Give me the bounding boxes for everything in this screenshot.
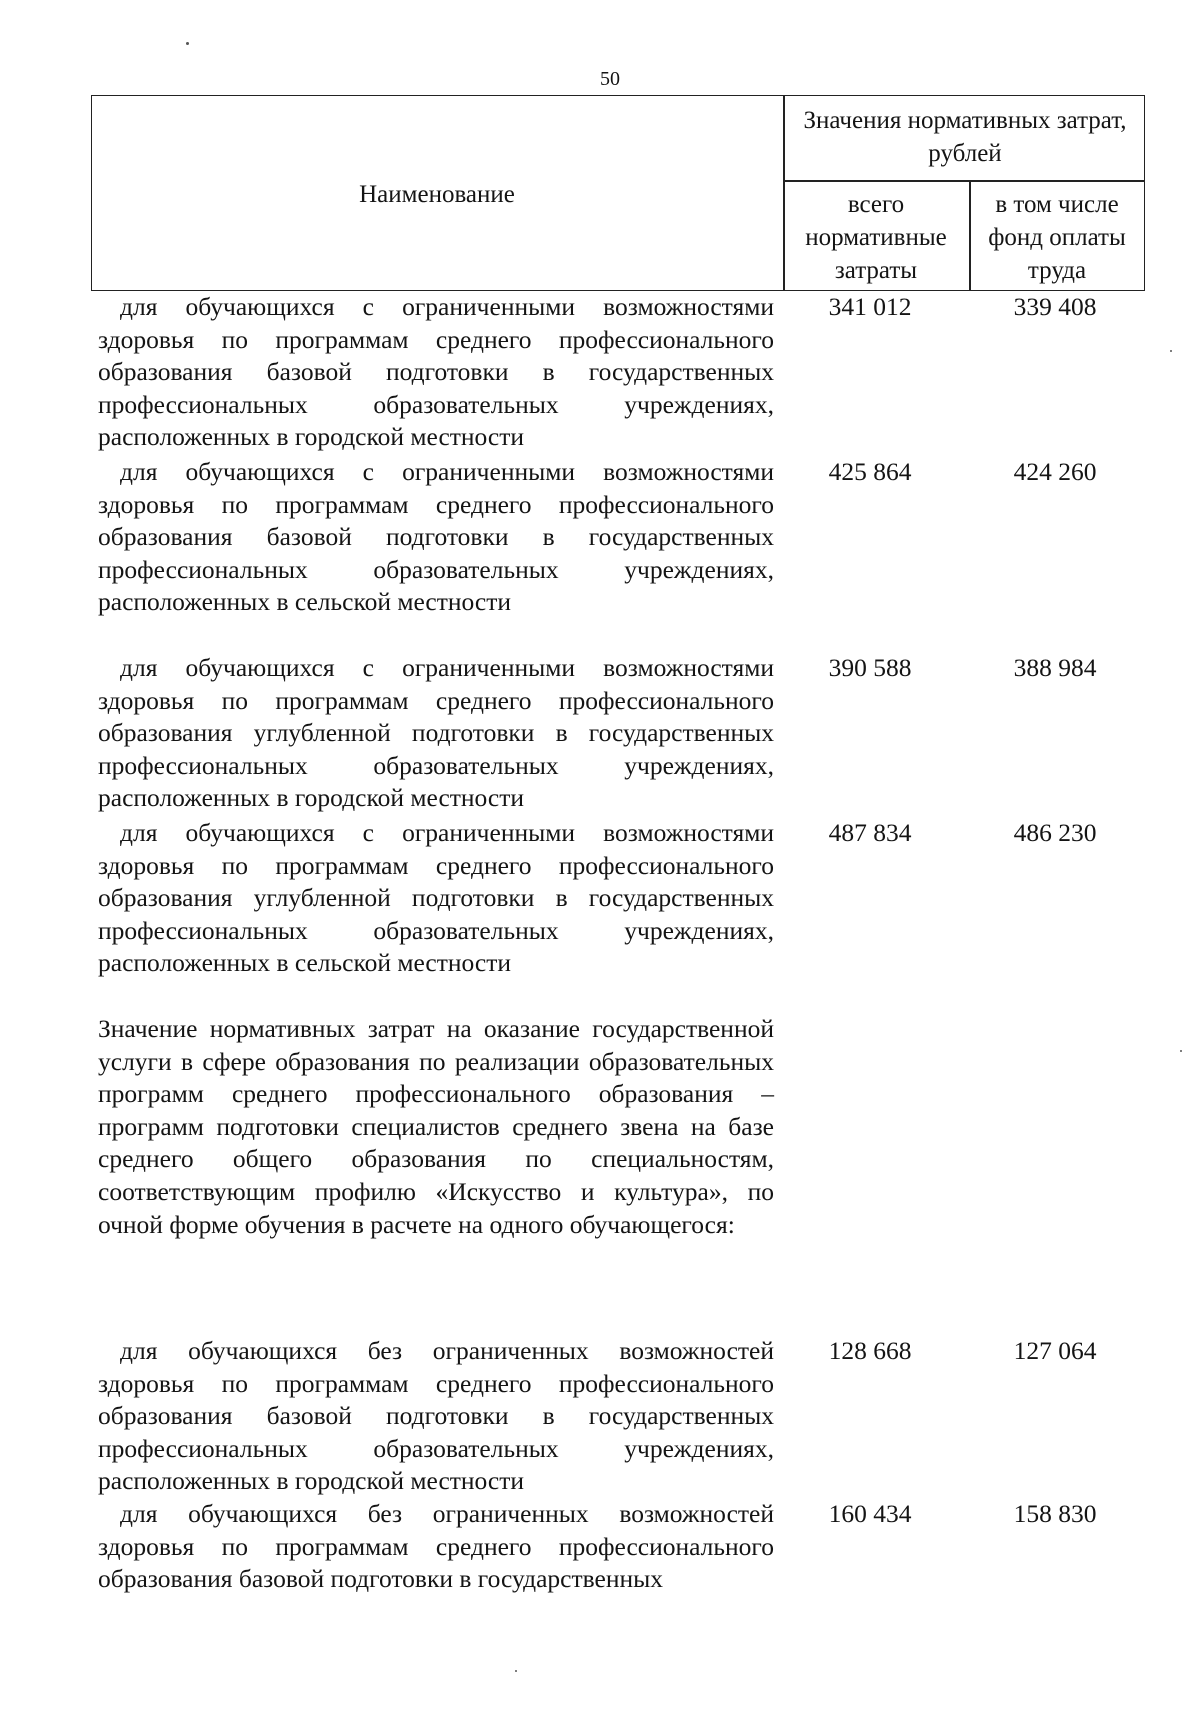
scan-speck [1180, 1050, 1182, 1052]
header-name-column: Наименование [359, 181, 515, 208]
row-description: для обучающихся с ограниченными возможностями здоровья по программам среднего профессионального образования базовой подготовки в государственных профессиональных образовательных учреждениях, расположенных в городской местности [98, 292, 774, 452]
header-wage-column: в том числе фонд оплаты труда [988, 191, 1126, 284]
scan-speck [515, 1670, 517, 1672]
header-divider [783, 180, 1145, 182]
row-wage-value: 424 260 [1013, 457, 1097, 486]
row-wage-value: 486 230 [1013, 818, 1097, 847]
row-total-value: 128 668 [828, 1336, 912, 1365]
row-wage-value: 158 830 [1013, 1499, 1097, 1528]
row-wage-value: 388 984 [1013, 653, 1097, 682]
row-description: для обучающихся с ограниченными возможностями здоровья по программам среднего профессионального образования углубленной подготовки в государственных профессиональных образовательных учреждениях, расположенных в городской местности [98, 653, 774, 813]
row-description: для обучающихся без ограниченных возможностей здоровья по программам среднего профессионального образования базовой подготовки в государственных профессиональных образовательных учреждениях, расположенных в городской местности [98, 1336, 774, 1496]
row-total-value: 390 588 [828, 653, 912, 682]
row-total-value: 341 012 [828, 292, 912, 321]
row-wage-value: 339 408 [1013, 292, 1097, 321]
header-total-column: всего нормативные затраты [805, 191, 947, 284]
header-values-group: Значения нормативных затрат, рублей [803, 107, 1127, 167]
row-total-value: 487 834 [828, 818, 912, 847]
page-number: 50 [600, 68, 620, 90]
row-description: для обучающихся с ограниченными возможностями здоровья по программам среднего профессионального образования базовой подготовки в государственных профессиональных образовательных учреждениях, расположенных в сельской местности [98, 457, 774, 617]
scan-speck [1170, 350, 1172, 352]
row-description: для обучающихся с ограниченными возможностями здоровья по программам среднего профессионального образования углубленной подготовки в государственных профессиональных образовательных учреждениях, расположенных в сельской местности [98, 818, 774, 978]
row-description: для обучающихся без ограниченных возможностей здоровья по программам среднего профессионального образования базовой подготовки в государственных [98, 1499, 774, 1594]
row-total-value: 425 864 [828, 457, 912, 486]
row-total-value: 160 434 [828, 1499, 912, 1528]
scan-speck [186, 42, 189, 45]
section-description: Значение нормативных затрат на оказание государственной услуги в сфере образования по реализации образовательных программ среднего профессионального образования – программ подготовки специалистов среднего звена на базе среднего общего образования по специальностям, соответствующим профилю «Искусство и культура», по очной форме обучения в расчете на одного обучающегося: [98, 1014, 774, 1239]
row-wage-value: 127 064 [1013, 1336, 1097, 1365]
